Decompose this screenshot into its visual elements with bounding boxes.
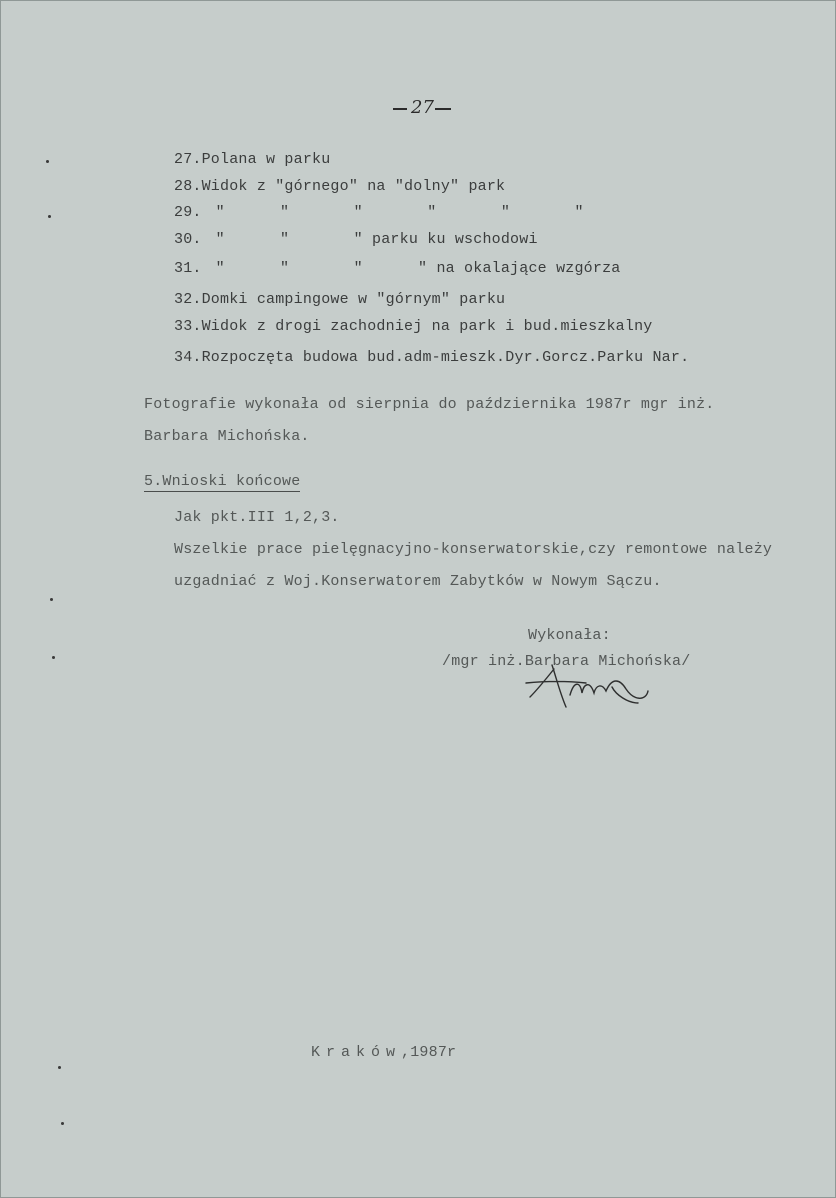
margin-speck [61, 1122, 64, 1125]
list-item: 33.Widok z drogi zachodniej na park i bud.mieszkalny [174, 318, 653, 335]
margin-speck [46, 160, 49, 163]
photo-note-line: Fotografie wykonała od sierpnia do października 1987r mgr inż. [144, 396, 715, 413]
handwritten-signature [516, 659, 656, 715]
list-item: 27.Polana w parku [174, 151, 331, 168]
margin-speck [48, 215, 51, 218]
margin-speck [58, 1066, 61, 1069]
page-number-dash-left [393, 108, 407, 110]
place-year: ,1987r [401, 1044, 457, 1061]
section-text: Wszelkie prace pielęgnacyjno-konserwatorskie,czy remontowe należy [174, 541, 773, 558]
signature-label: Wykonała: [528, 627, 611, 644]
section-heading: 5.Wnioski końcowe [144, 473, 301, 490]
list-item: 29. " " " " " " [174, 204, 584, 221]
section-text: uzgadniać z Woj.Konserwatorem Zabytków w Nowym Sączu. [174, 573, 662, 590]
page-number-dash-right [435, 108, 451, 110]
place-city: Kraków [311, 1044, 402, 1061]
list-item: 31. " " " " na okalające wzgórza [174, 260, 621, 277]
list-item: 32.Domki campingowe w "górnym" parku [174, 291, 506, 308]
signature-name: /mgr inż.Barbara Michońska/ [442, 653, 691, 670]
list-item: 28.Widok z "górnego" na "dolny" park [174, 178, 506, 195]
margin-speck [52, 656, 55, 659]
list-item: 34.Rozpoczęta budowa bud.adm-mieszk.Dyr.Gorcz.Parku Nar. [174, 349, 690, 366]
place-date [311, 1044, 456, 1061]
margin-speck [50, 598, 53, 601]
list-item: 30. " " " parku ku wschodowi [174, 231, 538, 248]
section-text: Jak pkt.III 1,2,3. [174, 509, 340, 526]
photo-note-line: Barbara Michońska. [144, 428, 310, 445]
page-number: 27 [411, 97, 434, 118]
